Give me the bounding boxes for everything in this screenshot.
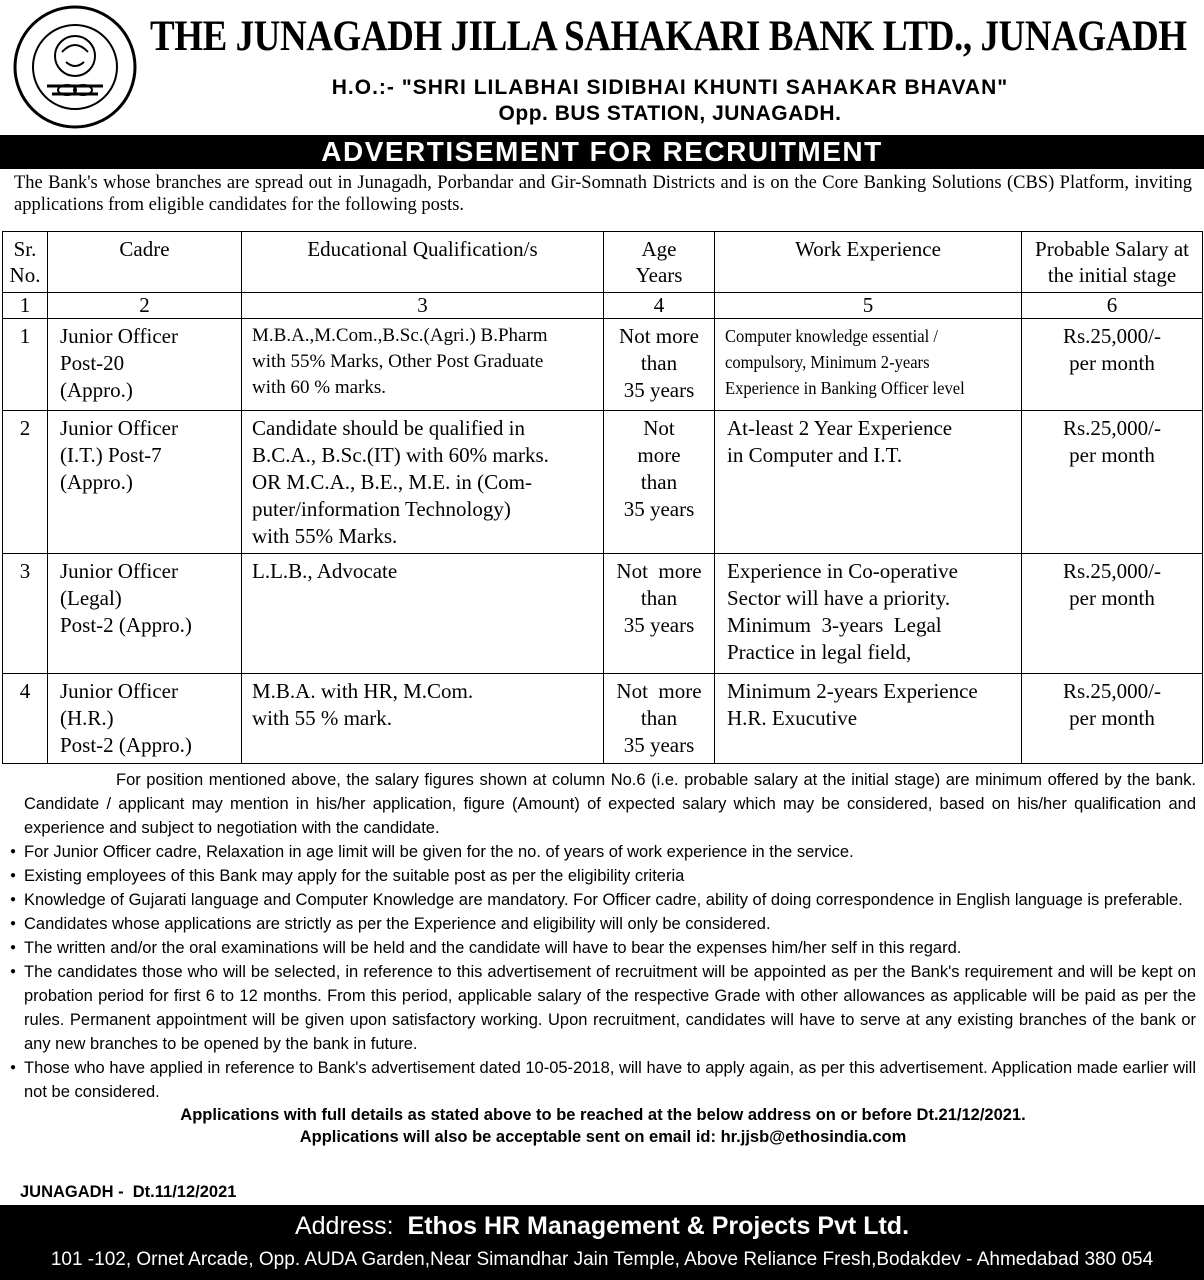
list-item: ● Existing employees of this Bank may apply for the suitable post as per the eligibility criteria <box>10 867 685 885</box>
salary-cell: Rs.25,000/- per month <box>1022 411 1203 554</box>
work-experience-cell: Minimum 2-years Experience H.R. Exucutive <box>715 674 1022 764</box>
age-cell: Not more than 35 years <box>604 411 715 554</box>
column-number: 1 <box>3 293 48 319</box>
salary-cell: Rs.25,000/- per month <box>1022 319 1203 411</box>
sr-no: 3 <box>3 554 48 674</box>
list-item: ● Knowledge of Gujarati language and Computer Knowledge are mandatory. For Officer cadre, ability of doing correspondence in English language is preferable. <box>10 891 1183 909</box>
application-deadline: Applications with full details as stated above to be reached at the below address on or before Dt.21/12/2021. <box>180 1106 1026 1124</box>
age-cell: Not more than 35 years <box>604 319 715 411</box>
header-salary: Probable Salary at the initial stage <box>1022 232 1203 293</box>
table-header-row <box>3 232 1203 293</box>
sr-no: 2 <box>3 411 48 554</box>
cadre-cell: Junior Officer Post-20 (Appro.) <box>48 319 242 411</box>
column-number-row <box>3 293 1203 319</box>
age-cell: Not more than 35 years <box>604 674 715 764</box>
qualification-cell: M.B.A. with HR, M.Com. with 55 % mark. <box>242 674 604 764</box>
work-experience-cell: At-least 2 Year Experience in Computer and I.T. <box>715 411 1022 554</box>
advertisement-banner: ADVERTISEMENT FOR RECRUITMENT <box>0 135 1204 169</box>
age-cell: Not more than 35 years <box>604 554 715 674</box>
list-item: ● The written and/or the oral examinations will be held and the candidate will have to bear the expenses him/her self in this regard. <box>10 939 962 957</box>
list-item: ● For Junior Officer cadre, Relaxation in age limit will be given for the no. of years of work experience in the service. <box>10 843 854 861</box>
head-office-line: H.O.:- "SHRI LILABHAI SIDIBHAI KHUNTI SAHAKAR BHAVAN" <box>331 76 1009 99</box>
sr-no: 4 <box>3 674 48 764</box>
work-experience-cell: Experience in Co-operative Sector will have a priority. Minimum 3-years Legal Practice in legal field, <box>715 554 1022 674</box>
list-item: ● Candidates whose applications are strictly as per the Experience and eligibility will only be considered. <box>10 915 771 933</box>
email-application-line: Applications will also be acceptable sent on email id: hr.jjsb@ethosindia.com <box>299 1128 907 1146</box>
address-line: 101 -102, Ornet Arcade, Opp. AUDA Garden,Near Simandhar Jain Temple, Above Reliance Fresh,Bodakdev - Ahmedabad 380 054 <box>50 1249 1154 1270</box>
cadre-cell: Junior Officer (I.T.) Post-7 (Appro.) <box>48 411 242 554</box>
qualification-cell: L.L.B., Advocate <box>242 554 604 674</box>
company-name: Ethos HR Management & Projects Pvt Ltd. <box>407 1212 910 1240</box>
address-title <box>0 1205 1204 1245</box>
header-cadre: Cadre <box>48 232 242 293</box>
column-number: 5 <box>715 293 1022 319</box>
head-office-location: Opp. BUS STATION, JUNAGADH. <box>498 102 842 125</box>
column-number: 4 <box>604 293 715 319</box>
bank-title: THE JUNAGADH JILLA SAHAKARI BANK LTD., JUNAGADH <box>150 13 1187 60</box>
header <box>0 0 1204 135</box>
sr-no: 1 <box>3 319 48 411</box>
header-age: Age Years <box>604 232 715 293</box>
list-item: ● Those who have applied in reference to Bank's advertisement dated 10-05-2018, will have to apply again, as per this advertisement. Application made earlier will not be considered. <box>10 1059 1196 1101</box>
address-banner <box>0 1205 1204 1280</box>
header-sr-no: Sr. No. <box>3 232 48 293</box>
cadre-cell: Junior Officer (Legal) Post-2 (Appro.) <box>48 554 242 674</box>
place-and-date: JUNAGADH - Dt.11/12/2021 <box>20 1183 237 1201</box>
column-number: 3 <box>242 293 604 319</box>
table-row <box>3 554 1203 674</box>
salary-cell: Rs.25,000/- per month <box>1022 554 1203 674</box>
bank-seal-icon <box>12 4 138 130</box>
salary-note: For position mentioned above, the salary figures shown at column No.6 (i.e. probable salary at the initial stage) are minimum offered by the bank. Candidate / applicant may mention in his/her application, figure (Amount) of expected salary which may be considered, based on his/her qualification and experience and subject to negotiation with the candidate. <box>24 771 1196 837</box>
work-experience-cell: Computer knowledge essential / compulsory, Minimum 2-years Experience in Banking Officer level <box>715 319 1022 411</box>
column-number: 2 <box>48 293 242 319</box>
header-qualification: Educational Qualification/s <box>242 232 604 293</box>
intro-paragraph: The Bank's whose branches are spread out in Junagadh, Porbandar and Gir-Somnath Districts and is on the Core Banking Solutions (CBS) Platform, inviting applications from eligible candidates for the following posts. <box>14 173 1192 215</box>
list-item: ● The candidates those who will be selected, in reference to this advertisement of recruitment will be appointed as per the Bank's requirement and will be kept on probation period for first 6 to 12 months. From this period, applicable salary of the respective Grade with other allowances as applicable will be paid as per the rules. Permanent appointment will be given upon satisfactory working. Upon recruitment, candidates will have to serve at any existing branches of the bank or any new branches to be opened by the bank in future. <box>10 963 1196 1053</box>
cadre-cell: Junior Officer (H.R.) Post-2 (Appro.) <box>48 674 242 764</box>
qualification-cell: Candidate should be qualified in B.C.A., B.Sc.(IT) with 60% marks. OR M.C.A., B.E., M.E. in (Com- puter/information Technology) with 55% Marks. <box>242 411 604 554</box>
address-label: Address: <box>294 1212 394 1240</box>
notes-section <box>10 768 1196 1148</box>
table-row <box>3 674 1203 764</box>
header-work-experience: Work Experience <box>715 232 1022 293</box>
table-row <box>3 411 1203 554</box>
salary-cell: Rs.25,000/- per month <box>1022 674 1203 764</box>
column-number: 6 <box>1022 293 1203 319</box>
posts-table <box>2 231 1203 764</box>
table-row <box>3 319 1203 411</box>
qualification-cell: M.B.A.,M.Com.,B.Sc.(Agri.) B.Pharm with 55% Marks, Other Post Graduate with 60 % marks. <box>242 319 604 411</box>
